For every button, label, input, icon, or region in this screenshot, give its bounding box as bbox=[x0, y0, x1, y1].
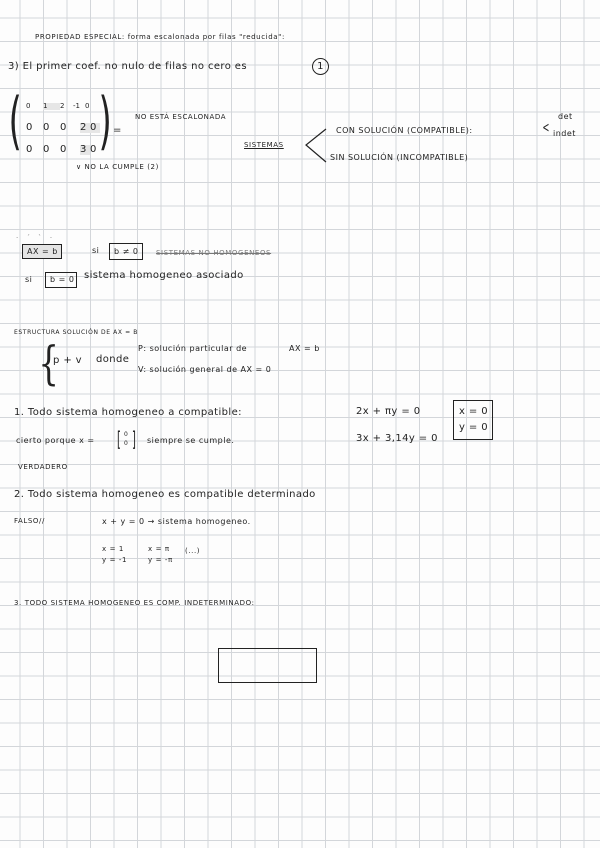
matrix-cell: 0 bbox=[85, 102, 90, 110]
non-homogeneous-label: SISTEMAS NO HOMOGENEOS bbox=[156, 249, 272, 257]
question-3: 3. TODO SISTEMA HOMOGENEO ES COMP. INDETERMINADO: bbox=[14, 599, 255, 607]
matrix-cell: 3 bbox=[80, 145, 90, 155]
systems-det: det bbox=[558, 112, 573, 121]
q1-verdict: VERDADERO bbox=[18, 463, 68, 471]
q1-vec-bottom: 0 bbox=[124, 440, 128, 447]
question-1: 1. Todo sistema homogeneo a compatible: bbox=[14, 407, 242, 418]
matrix-cell: 0 bbox=[90, 144, 97, 155]
systems-indet: indet bbox=[553, 129, 576, 138]
structure-p-eq: AX = b bbox=[289, 344, 320, 353]
q1-eq1: 2x + πy = 0 bbox=[356, 406, 421, 417]
matrix-row bbox=[26, 123, 100, 145]
structure-donde: donde bbox=[96, 354, 130, 365]
q1-reason-end: siempre se cumple. bbox=[147, 436, 235, 445]
structure-brace-icon: { bbox=[38, 336, 59, 390]
matrix-right-paren-icon: ) bbox=[98, 84, 112, 157]
ax-b-label: AX = b bbox=[27, 247, 58, 256]
q2-ex2-y: y = -π bbox=[148, 556, 173, 564]
matrix-cell: 1 bbox=[43, 103, 60, 110]
q1-eq2: 3x + 3,14y = 0 bbox=[356, 433, 438, 444]
si-label-2: si bbox=[25, 275, 33, 284]
matrix-note: NO ESTÁ ESCALONADA bbox=[135, 113, 227, 121]
matrix-cell: -1 bbox=[73, 102, 80, 110]
branch-bracket-icon bbox=[300, 126, 330, 166]
q1-sol-y: y = 0 bbox=[459, 422, 489, 433]
matrix-cell: 0 bbox=[60, 144, 67, 155]
matrix-row bbox=[26, 101, 100, 123]
matrix-cell: 2 bbox=[80, 123, 90, 133]
q2-ex2-x: x = π bbox=[148, 545, 170, 553]
vector-right-bracket-icon: ] bbox=[131, 427, 136, 451]
matrix-cell: 0 bbox=[43, 122, 50, 133]
q1-reason: cierto porque x = bbox=[16, 436, 95, 445]
systems-label: SISTEMAS bbox=[244, 141, 284, 149]
b-eq-box bbox=[45, 272, 77, 288]
matrix-cell: 0 bbox=[26, 144, 33, 155]
q2-ex1-x: x = 1 bbox=[102, 545, 124, 553]
highlight-rays-icon: · ˊ ˋ · bbox=[16, 234, 56, 242]
matrix-equals: = bbox=[113, 125, 122, 136]
q1-vec-top: 0 bbox=[124, 431, 128, 438]
structure-pv: p + v bbox=[53, 355, 83, 366]
sub-bracket-icon: < bbox=[542, 120, 550, 136]
systems-with-solution: CON SOLUCIÓN (COMPATIBLE): bbox=[336, 126, 473, 135]
structure-title: ESTRUCTURA SOLUCIÓN DE AX = B bbox=[14, 329, 138, 336]
vector-left-bracket-icon: [ bbox=[116, 427, 121, 451]
matrix-cell: 0 bbox=[43, 144, 50, 155]
q2-example: x + y = 0 → sistema homogeneo. bbox=[102, 517, 251, 526]
circled-number: 1 bbox=[312, 58, 329, 75]
b-neq-box bbox=[109, 243, 143, 260]
q1-sol-x: x = 0 bbox=[459, 406, 489, 417]
matrix-cell: 0 bbox=[90, 123, 100, 133]
q2-verdict: FALSO// bbox=[14, 517, 45, 525]
structure-p-def: P: solución particular de bbox=[138, 344, 248, 353]
b-eq-label: b = 0 bbox=[50, 275, 75, 284]
matrix-fail-note: ∨ NO LA CUMPLE (2) bbox=[76, 163, 159, 171]
matrix-cell: 0 bbox=[26, 102, 31, 110]
si-label: si bbox=[92, 246, 100, 255]
heading-propiedad: PROPIEDAD ESPECIAL: forma escalonada por filas "reducida": bbox=[35, 33, 285, 41]
ax-b-box bbox=[22, 244, 62, 259]
q2-ellipsis: (...) bbox=[185, 547, 201, 555]
q1-solution-box bbox=[453, 400, 493, 440]
property-3-text: 3) El primer coef. no nulo de filas no cero es bbox=[8, 61, 247, 72]
homogeneous-label: sistema homogeneo asociado bbox=[84, 270, 244, 281]
systems-without-solution: SIN SOLUCIÓN (INCOMPATIBLE) bbox=[330, 153, 469, 162]
matrix-cell: 0 bbox=[26, 122, 33, 133]
b-neq-label: b ≠ 0 bbox=[114, 247, 139, 256]
empty-answer-box bbox=[218, 648, 317, 683]
matrix bbox=[26, 101, 100, 167]
q2-ex1-y: y = -1 bbox=[102, 556, 128, 564]
structure-v-def: V: solución general de AX = 0 bbox=[138, 365, 272, 374]
matrix-cell: 0 bbox=[60, 122, 67, 133]
question-2: 2. Todo sistema homogeneo es compatible determinado bbox=[14, 489, 316, 500]
matrix-left-paren-icon: ( bbox=[8, 84, 22, 157]
matrix-cell: 2 bbox=[60, 102, 65, 110]
